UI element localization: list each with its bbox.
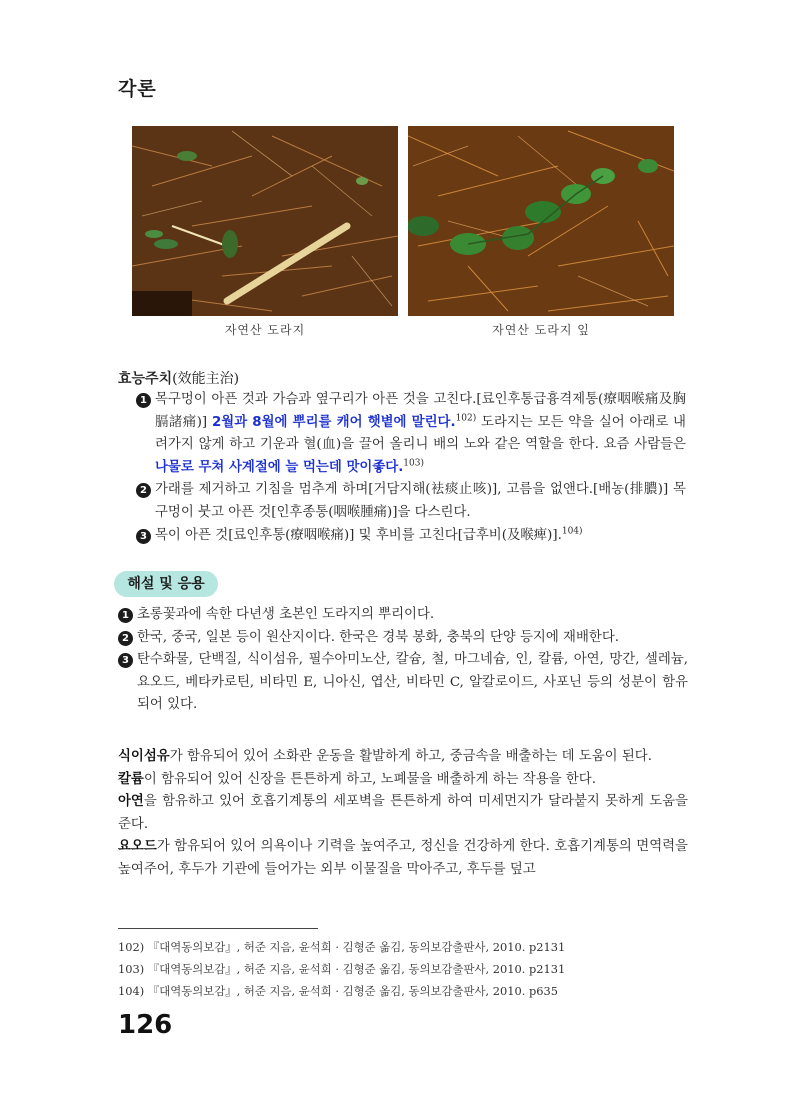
number-badge: 1 xyxy=(118,608,133,623)
section-header: 각론 xyxy=(118,78,157,100)
efficacy-title: 효능주치 xyxy=(118,371,173,387)
nutrient-term: 아연 xyxy=(118,794,144,810)
leaf-photo xyxy=(408,126,674,316)
leaf-photo-image xyxy=(408,126,674,316)
commentary-item-text: 한국, 중국, 일본 등이 원산지이다. 한국은 경북 봉화, 충북의 단양 등지에 재배한다. xyxy=(137,629,620,645)
efficacy-item-text: 가래를 제거하고 기침을 멈추게 하며[거담지해(袪痰止咳)], 고름을 없앤다.[배농(排膿)] 목구멍이 붓고 아픈 것[인후종통(咽喉腫痛)]을 다스린다. xyxy=(155,482,686,520)
efficacy-list xyxy=(136,389,686,547)
footnote-divider xyxy=(118,928,318,929)
efficacy-heading xyxy=(118,368,239,388)
number-badge: 2 xyxy=(118,631,133,646)
number-badge: 3 xyxy=(118,653,133,668)
body-paragraph-text: 이 함유되어 있어 신장을 튼튼하게 하고, 노폐물을 배출하게 하는 작용을 한다. xyxy=(143,771,596,787)
body-paragraph-text: 가 함유되어 있어 의욕이나 기력을 높여주고, 정신을 건강하게 한다. 호흡기계통의 면역력을 높여주어, 후두가 기관에 들어가는 외부 이물질을 막아주고, 후두를 덮고 xyxy=(118,839,688,877)
efficacy-item-text: 목이 아픈 것[료인후통(療咽喉痛)] 및 후비를 고친다[급후비(及喉痺)]. xyxy=(155,527,562,543)
footnote-ref: 103) xyxy=(403,458,424,469)
body-text xyxy=(118,746,688,882)
commentary-item xyxy=(118,627,688,650)
efficacy-item xyxy=(136,525,686,548)
body-paragraph xyxy=(118,836,688,881)
commentary-list xyxy=(118,604,688,717)
body-paragraph xyxy=(118,769,688,792)
commentary-item-text: 초롱꽃과에 속한 다년생 초본인 도라지의 뿌리이다. xyxy=(137,607,435,622)
footnote-ref: 102) xyxy=(455,413,477,424)
footnote-103: 103) 『대역동의보감』, 허준 지음, 윤석희 · 김형준 옮김, 동의보감출판사, 2010. p2131 xyxy=(118,962,566,976)
footnote-104: 104) 『대역동의보감』, 허준 지음, 윤석희 · 김형준 옮김, 동의보감출판사, 2010. p635 xyxy=(118,984,559,998)
root-photo xyxy=(132,126,398,316)
body-paragraph xyxy=(118,791,688,836)
page-number: 126 xyxy=(118,1010,173,1040)
commentary-item-text: 탄수화물, 단백질, 식이섬유, 필수아미노산, 칼슘, 철, 마그네슘, 인, 칼륨, 아연, 망간, 셀레늄, 요오드, 베타카로틴, 비타민 E, 니아신, 엽산, 비타민 C, 알칼로이드, 사포닌 등의 성분이 함유되어 있다. xyxy=(137,652,688,713)
body-paragraph-text: 가 함유되어 있어 소화관 운동을 활발하게 하고, 중금속을 배출하는 데 도움이 된다. xyxy=(169,749,652,764)
nutrient-term: 요오드 xyxy=(118,839,157,855)
efficacy-highlight: 나물로 무쳐 사계절에 늘 먹는데 맛이좋다. xyxy=(155,459,404,475)
commentary-label: 해설 및 응용 xyxy=(114,571,218,597)
efficacy-item xyxy=(136,479,686,524)
root-photo-caption: 자연산 도라지 xyxy=(224,323,306,337)
body-paragraph-text: 을 함유하고 있어 호흡기계통의 세포벽을 튼튼하게 하여 미세먼지가 달라붙지 못하게 도움을 준다. xyxy=(118,794,688,832)
leaf-photo-caption: 자연산 도라지 잎 xyxy=(492,323,590,337)
efficacy-title-hanja: (效能主治) xyxy=(172,371,240,387)
efficacy-item xyxy=(136,389,686,479)
commentary-item xyxy=(118,649,688,717)
efficacy-item-text: 도라지는 모든 약을 실어 아래로 내려가지 않게 하고 기운과 혈(血)을 끌어 올리니 배의 노와 같은 역할을 한다. 요즘 사람들은 xyxy=(155,414,686,453)
efficacy-item-text: 목구멍이 아픈 것과 가슴과 옆구리가 아픈 것을 고친다.[료인후통급흉격제통(療咽喉痛及胸膈諸痛)] xyxy=(155,392,686,430)
efficacy-highlight: 2월과 8월에 뿌리를 캐어 햇볕에 말린다. xyxy=(211,414,456,430)
footnote-102: 102) 『대역동의보감』, 허준 지음, 윤석희 · 김형준 옮김, 동의보감출판사, 2010. p2131 xyxy=(118,940,566,954)
footnote-ref: 104) xyxy=(561,526,583,537)
commentary-item xyxy=(118,604,688,627)
nutrient-term: 식이섬유 xyxy=(118,749,170,764)
number-badge: 3 xyxy=(136,529,151,544)
nutrient-term: 칼륨 xyxy=(118,771,144,787)
number-badge: 1 xyxy=(136,393,151,408)
number-badge: 2 xyxy=(136,483,151,498)
root-photo-image xyxy=(132,126,398,316)
body-paragraph xyxy=(118,746,688,769)
